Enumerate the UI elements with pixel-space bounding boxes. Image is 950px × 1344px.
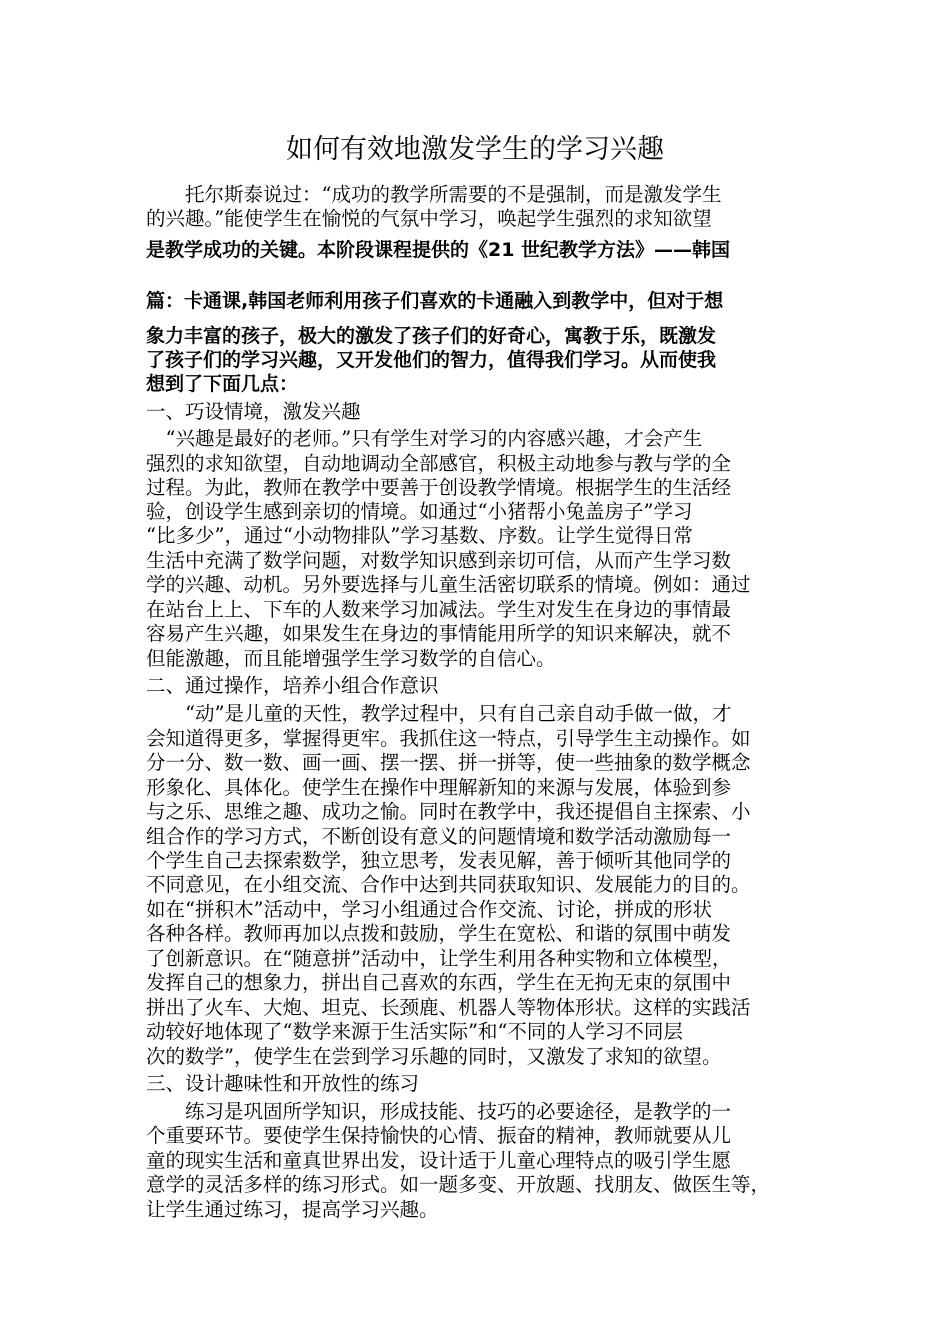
paragraph-line: 是教学成功的关键。本阶段课程提供的《21 世纪教学方法》——韩国 — [146, 239, 731, 261]
paragraph-line: 托尔斯泰说过：“成功的教学所需要的不是强制，而是激发学生 — [146, 183, 722, 206]
paragraph-line: 个学生自己去探索数学，独立思考，发表见解，善于倾听其他同学的 — [146, 849, 732, 872]
paragraph-line: 一、巧设情境，激发兴趣 — [146, 400, 361, 423]
paragraph-line: 次的数学”，使学生在尝到学习乐趣的同时，又激发了求知的欲望。 — [146, 1045, 722, 1068]
paragraph-line: 学的兴趣、动机。另外要选择与儿童生活密切联系的情境。例如：通过 — [146, 573, 751, 596]
paragraph-line: 发挥自己的想象力，拼出自己喜欢的东西，学生在无拘无束的氛围中 — [146, 971, 732, 994]
paragraph-line: 二、通过操作，培养小组合作意识 — [146, 674, 439, 697]
paragraph-line: 拼出了火车、大炮、坦克、长颈鹿、机器人等物体形状。这样的实践活 — [146, 996, 751, 1019]
paragraph-line: 各种各样。教师再加以点拨和鼓励，学生在宽松、和谐的氛围中萌发 — [146, 922, 732, 945]
paragraph-line: 动较好地体现了“数学来源于生活实际”和“不同的人学习不同层 — [146, 1020, 683, 1043]
paragraph-line: 的兴趣。”能使学生在愉悦的气氛中学习，唤起学生强烈的求知欲望 — [146, 207, 712, 230]
paragraph-line: 如在“拼积木”活动中，学习小组通过合作交流、讨论，拼成的形状 — [146, 898, 712, 921]
paragraph-line: 会知道得更多，掌握得更牢。我抓住这一特点，引导学生主动操作。如 — [146, 727, 751, 750]
paragraph-line: 了创新意识。在“随意拼”活动中，让学生利用各种实物和立体模型， — [146, 947, 732, 970]
paragraph-line: 组合作的学习方式，不断创设有意义的问题情境和数学活动激励每一 — [146, 825, 732, 848]
paragraph-line: “兴趣是最好的老师。”只有学生对学习的内容感兴趣，才会产生 — [146, 427, 703, 450]
paragraph-line: 象力丰富的孩子，极大的激发了孩子们的好奇心，寓教于乐，既激发 — [146, 325, 717, 347]
paragraph-line: 让学生通过练习，提高学习兴趣。 — [146, 1198, 439, 1221]
paragraph-line: 三、设计趣味性和开放性的练习 — [146, 1072, 420, 1095]
paragraph-line: 个重要环节。要使学生保持愉快的心情、振奋的精神，教师就要从儿 — [146, 1124, 732, 1147]
paragraph-line: 过程。为此，教师在教学中要善于创设教学情境。根据学生的生活经 — [146, 476, 732, 499]
paragraph-line: 强烈的求知欲望，自动地调动全部感官，积极主动地参与教与学的全 — [146, 452, 732, 475]
paragraph-line: “动”是儿童的天性，教学过程中，只有自己亲自动手做一做，才 — [146, 702, 732, 725]
paragraph-line: 形象化、具体化。使学生在操作中理解新知的来源与发展，体验到参 — [146, 776, 732, 799]
paragraph-line: 不同意见，在小组交流、合作中达到共同获取知识、发展能力的目的。 — [146, 873, 751, 896]
paragraph-line: 了孩子们的学习兴趣，又开发他们的智力，值得我们学习。从而使我 — [146, 349, 717, 371]
document-title: 如何有效地激发学生的学习兴趣 — [286, 134, 664, 165]
paragraph-line: 与之乐、思维之趣、成功之愉。同时在教学中，我还提倡自主探索、小 — [146, 800, 751, 823]
paragraph-line: 在站台上上、下车的人数来学习加减法。学生对发生在身边的事情最 — [146, 598, 732, 621]
paragraph-line: 验，创设学生感到亲切的情境。如通过“小猪帮小兔盖房子”学习 — [146, 500, 693, 523]
paragraph-line: 生活中充满了数学问题，对数学知识感到亲切可信，从而产生学习数 — [146, 549, 732, 572]
paragraph-line: “比多少”，通过“小动物排队”学习基数、序数。让学生觉得日常 — [146, 524, 693, 547]
paragraph-line: 但能激趣，而且能增强学生学习数学的自信心。 — [146, 647, 556, 670]
paragraph-line: 容易产生兴趣，如果发生在身边的事情能用所学的知识来解决，就不 — [146, 622, 732, 645]
paragraph-line: 练习是巩固所学知识，形成技能、技巧的必要途径，是教学的一 — [146, 1100, 732, 1123]
paragraph-line: 篇：卡通课,韩国老师利用孩子们喜欢的卡通融入到教学中，但对于想 — [146, 290, 724, 312]
paragraph-line: 分一分、数一数、画一画、摆一摆、拼一拼等，使一些抽象的数学概念 — [146, 751, 751, 774]
paragraph-line: 童的现实生活和童真世界出发，设计适于儿童心理特点的吸引学生愿 — [146, 1149, 732, 1172]
paragraph-line: 意学的灵活多样的练习形式。如一题多变、开放题、找朋友、做医生等， — [146, 1173, 771, 1196]
paragraph-line: 想到了下面几点： — [146, 373, 299, 395]
